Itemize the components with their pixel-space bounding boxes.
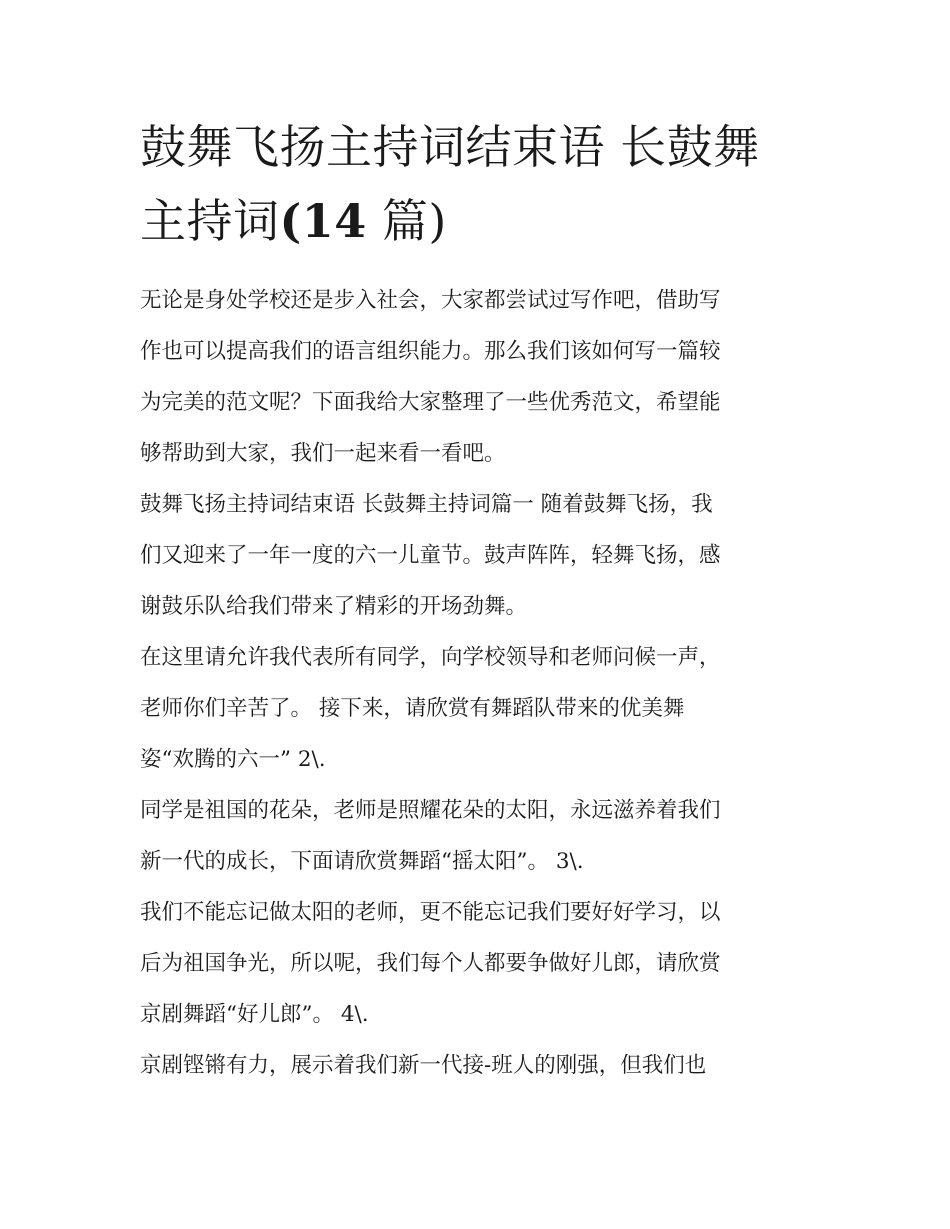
text-line: 新一代的成长，下面请欣赏舞蹈“摇太阳”。 3\. (140, 849, 584, 874)
text-line: 们又迎来了一年一度的六一儿童节。鼓声阵阵，轻舞飞扬，感 (140, 543, 721, 568)
text-line: 在这里请允许我代表所有同学，向学校领导和老师问候一声， (140, 645, 721, 670)
paragraph-flowers (140, 785, 820, 887)
paragraph-intro (140, 275, 820, 479)
paragraph-section-one (140, 479, 820, 632)
paragraph-opera (140, 1040, 820, 1091)
paragraph-teachers (140, 887, 820, 1040)
paragraph-greeting (140, 632, 820, 785)
document-body (140, 275, 820, 1091)
title-part-a: 主持词 (140, 194, 280, 248)
text-line: 作也可以提高我们的语言组织能力。那么我们该如何写一篇较 (140, 339, 721, 364)
document-title (140, 110, 820, 258)
title-line-2 (140, 194, 447, 248)
title-part-c: 篇) (366, 194, 447, 248)
text-line: 我们不能忘记做太阳的老师，更不能忘记我们要好好学习，以 (140, 900, 721, 925)
text-line: 京剧舞蹈“好儿郎”。 4\. (140, 1002, 369, 1027)
text-line: 够帮助到大家，我们一起来看一看吧。 (140, 441, 506, 466)
text-line: 谢鼓乐队给我们带来了精彩的开场劲舞。 (140, 594, 528, 619)
text-line: 无论是身处学校还是步入社会，大家都尝试过写作吧，借助写 (140, 288, 721, 313)
text-line: 京剧铿锵有力，展示着我们新一代接-班人的刚强，但我们也 (140, 1053, 707, 1078)
text-line: 鼓舞飞扬主持词结束语 长鼓舞主持词篇一 随着鼓舞飞扬，我 (140, 492, 713, 517)
text-line: 姿“欢腾的六一” 2\. (140, 747, 326, 772)
text-line: 后为祖国争光，所以呢，我们每个人都要争做好儿郎，请欣赏 (140, 951, 721, 976)
text-line: 老师你们辛苦了。 接下来，请欣赏有舞蹈队带来的优美舞 (140, 696, 685, 721)
text-line: 同学是祖国的花朵，老师是照耀花朵的太阳，永远滋养着我们 (140, 798, 721, 823)
text-line: 为完美的范文呢？下面我给大家整理了一些优秀范文，希望能 (140, 390, 721, 415)
title-part-b: (14 (279, 194, 367, 248)
title-line-1: 鼓舞飞扬主持词结束语 长鼓舞 (140, 120, 760, 174)
